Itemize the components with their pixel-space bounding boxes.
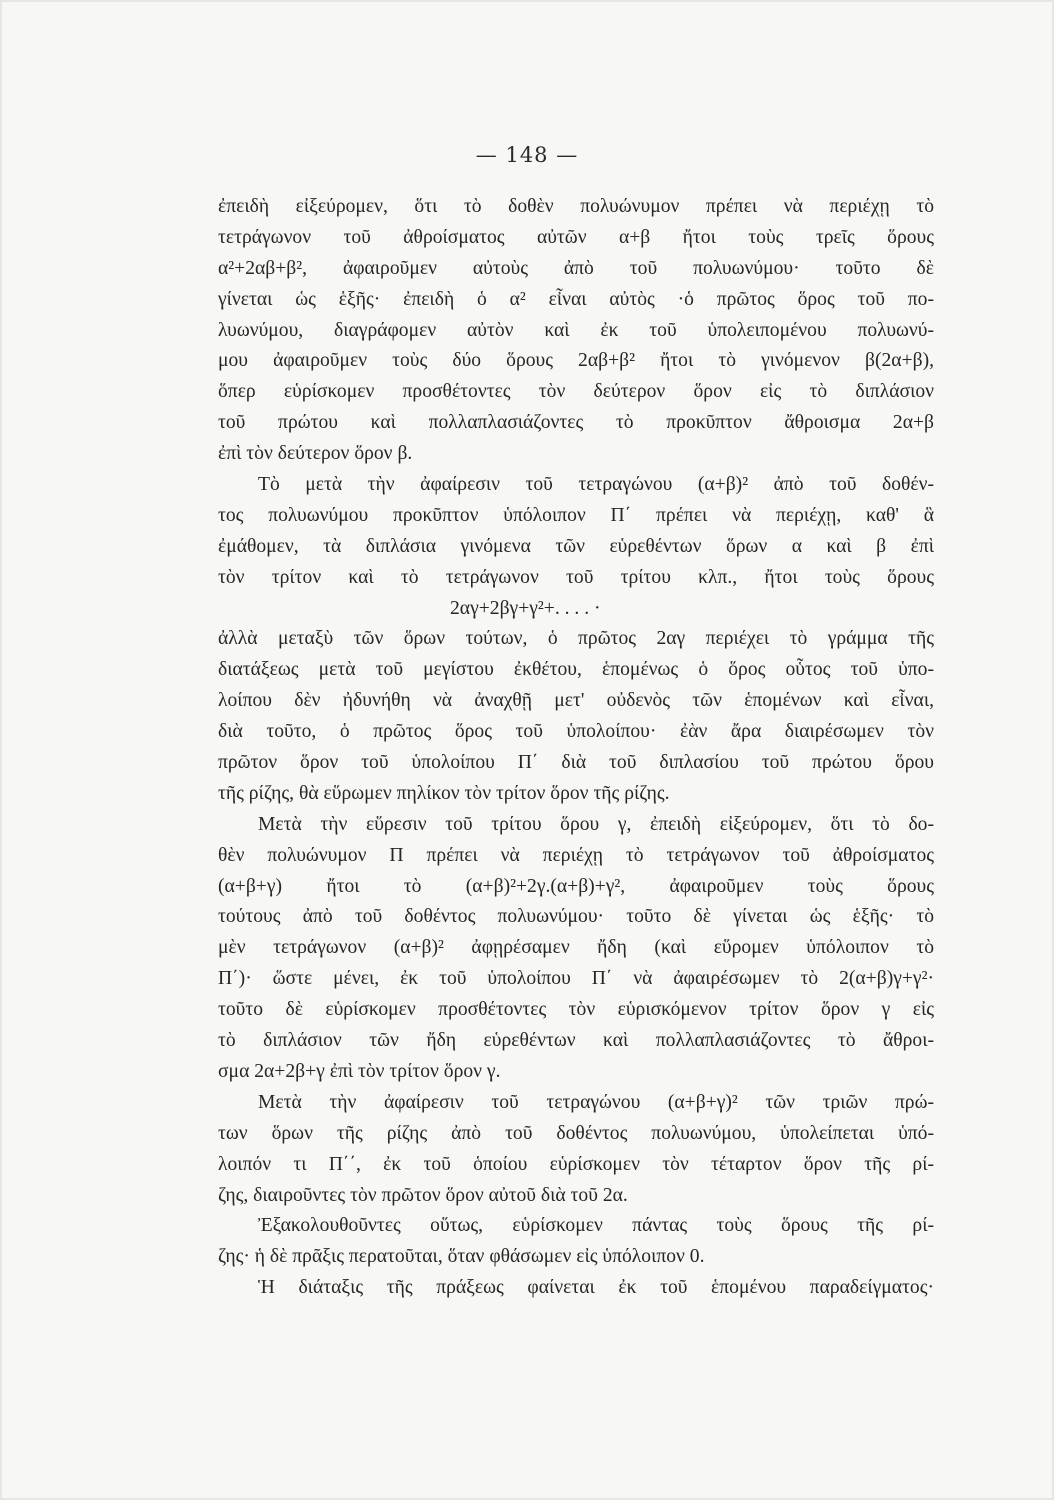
text-line: λοιπόν τι Π΄΄, ἐκ τοῦ ὁποίου εὑρίσκομεν τὸν τέταρτον ὅρον τῆς ρί- <box>218 1153 934 1175</box>
text-line: ἀλλὰ μεταξὺ τῶν ὅρων τούτων, ὁ πρῶτος 2αγ περιέχει τὸ γράμμα τῆς <box>218 628 934 650</box>
text-line: τὸν τρίτον καὶ τὸ τετράγωνον τοῦ τρίτου κλπ., ἤτοι τοὺς ὅρους <box>218 566 934 588</box>
text-line: α²+2αβ+β², ἀφαιροῦμεν αὐτοὺς ἀπὸ τοῦ πολυωνύμου· τοῦτο δὲ <box>218 257 934 279</box>
text-line: τὸ διπλάσιον τῶν ἤδη εὑρεθέντων καὶ πολλαπλασιάζοντες τὸ ἄθροι- <box>218 1030 934 1052</box>
text-line: των ὅρων τῆς ρίζης ἀπὸ τοῦ δοθέντος πολυωνύμου, ὑπολείπεται ὑπό- <box>218 1122 934 1144</box>
text-line: τετράγωνον τοῦ ἀθροίσματος αὐτῶν α+β ἤτοι τοὺς τρεῖς ὅρους <box>218 226 934 248</box>
text-line: τος πολυωνύμου προκῦπτον ὑπόλοιπον Π΄ πρέπει νὰ περιέχῃ, καθ' ἃ <box>218 504 934 526</box>
text-line: θὲν πολυώνυμον Π πρέπει νὰ περιέχῃ τὸ τετράγωνον τοῦ ἀθροίσματος <box>218 844 934 866</box>
formula-line: 2αγ+2βγ+γ²+. . . . · <box>450 597 601 619</box>
text-line: γίνεται ὡς ἑξῆς· ἐπειδὴ ὁ α² εἶναι αὐτὸς ·ὁ πρῶτος ὅρος τοῦ πο- <box>218 288 934 310</box>
text-line: λοίπου δὲν ἠδυνήθη νὰ ἀναχθῇ μετ' οὐδενὸς τῶν ἑπομένων καὶ εἶναι, <box>218 690 934 712</box>
text-line: τοῦτο δὲ εὑρίσκομεν προσθέτοντες τὸν εὑρισκόμενον τρίτον ὅρον γ εἰς <box>218 999 934 1021</box>
paragraph-start-line: Ἡ διάταξις τῆς πράξεως φαίνεται ἐκ τοῦ ἑπομένου παραδείγματος· <box>258 1277 934 1299</box>
text-line: σμα 2α+2β+γ ἐπὶ τὸν τρίτον ὅρον γ. <box>218 1060 501 1082</box>
paragraph-start-line: Τὸ μετὰ τὴν ἀφαίρεσιν τοῦ τετραγώνου (α+β)² ἀπὸ τοῦ δοθέν- <box>258 474 934 496</box>
paragraph-start-line: Μετὰ τὴν εὕρεσιν τοῦ τρίτου ὅρου γ, ἐπειδὴ εἰξεύρομεν, ὅτι τὸ δο- <box>258 813 934 835</box>
body-text <box>218 192 934 1304</box>
text-line: λυωνύμου, διαγράφομεν αὐτὸν καὶ ἐκ τοῦ ὑπολειπομένου πολυωνύ- <box>218 319 934 341</box>
text-line: μὲν τετράγωνον (α+β)² ἀφῃρέσαμεν ἤδη (καὶ εὕρομεν ὑπόλοιπον τὸ <box>218 937 934 959</box>
paragraph-start-line: Ἐξακολουθοῦντες οὕτως, εὑρίσκομεν πάντας τοὺς ὅρους τῆς ρί- <box>258 1215 934 1237</box>
text-line: διὰ τοῦτο, ὁ πρῶτος ὅρος τοῦ ὑπολοίπου· ἐὰν ἄρα διαιρέσωμεν τὸν <box>218 721 934 743</box>
text-line: τοῦ πρώτου καὶ πολλαπλασιάζοντες τὸ προκῦπτον ἄθροισμα 2α+β <box>218 412 934 434</box>
text-line: ἐπειδὴ εἰξεύρομεν, ὅτι τὸ δοθὲν πολυώνυμον πρέπει νὰ περιέχῃ τὸ <box>218 196 934 217</box>
text-line: Π΄)· ὥστε μένει, ἐκ τοῦ ὑπολοίπου Π΄ νὰ ἀφαιρέσωμεν τὸ 2(α+β)γ+γ²· <box>218 968 934 990</box>
text-line: διατάξεως μετὰ τοῦ μεγίστου ἐκθέτου, ἑπομένως ὁ ὅρος οὗτος τοῦ ὑπο- <box>218 659 934 681</box>
text-line: ὅπερ εὑρίσκομεν προσθέτοντες τὸν δεύτερον ὅρον εἰς τὸ διπλάσιον <box>218 381 934 403</box>
text-line: τῆς ρίζης, θὰ εὕρωμεν πηλίκον τὸν τρίτον ὅρον τῆς ρίζης. <box>218 782 670 804</box>
text-line: πρῶτον ὅρον τοῦ ὑπολοίπου Π΄ διὰ τοῦ διπλασίου τοῦ πρώτου ὅρου <box>218 752 934 774</box>
text-line: τούτους ἀπὸ τοῦ δοθέντος πολυωνύμου· τοῦτο δὲ γίνεται ὡς ἑξῆς· τὸ <box>218 906 934 928</box>
text-line: μου ἀφαιροῦμεν τοὺς δύο ὅρους 2αβ+β² ἤτοι τὸ γινόμενον β(2α+β), <box>218 350 934 372</box>
text-line: ἐπὶ τὸν δεύτερον ὅρον β. <box>218 443 413 465</box>
text-line: ἐμάθομεν, τὰ διπλάσια γινόμενα τῶν εὑρεθέντων ὅρων α καὶ β ἐπὶ <box>218 535 934 557</box>
paragraph-start-line: Μετὰ τὴν ἀφαίρεσιν τοῦ τετραγώνου (α+β+γ)² τῶν τριῶν πρώ- <box>258 1091 934 1113</box>
text-line: ζης· ἡ δὲ πρᾶξις περατοῦται, ὅταν φθάσωμεν εἰς ὑπόλοιπον 0. <box>218 1246 705 1268</box>
text-line: (α+β+γ) ἤτοι τὸ (α+β)²+2γ.(α+β)+γ², ἀφαιροῦμεν τοὺς ὅρους <box>218 875 934 897</box>
page-number: — 148 — <box>475 143 579 167</box>
text-line: ζης, διαιροῦντες τὸν πρῶτον ὅρον αὐτοῦ διὰ τοῦ 2α. <box>218 1184 628 1206</box>
